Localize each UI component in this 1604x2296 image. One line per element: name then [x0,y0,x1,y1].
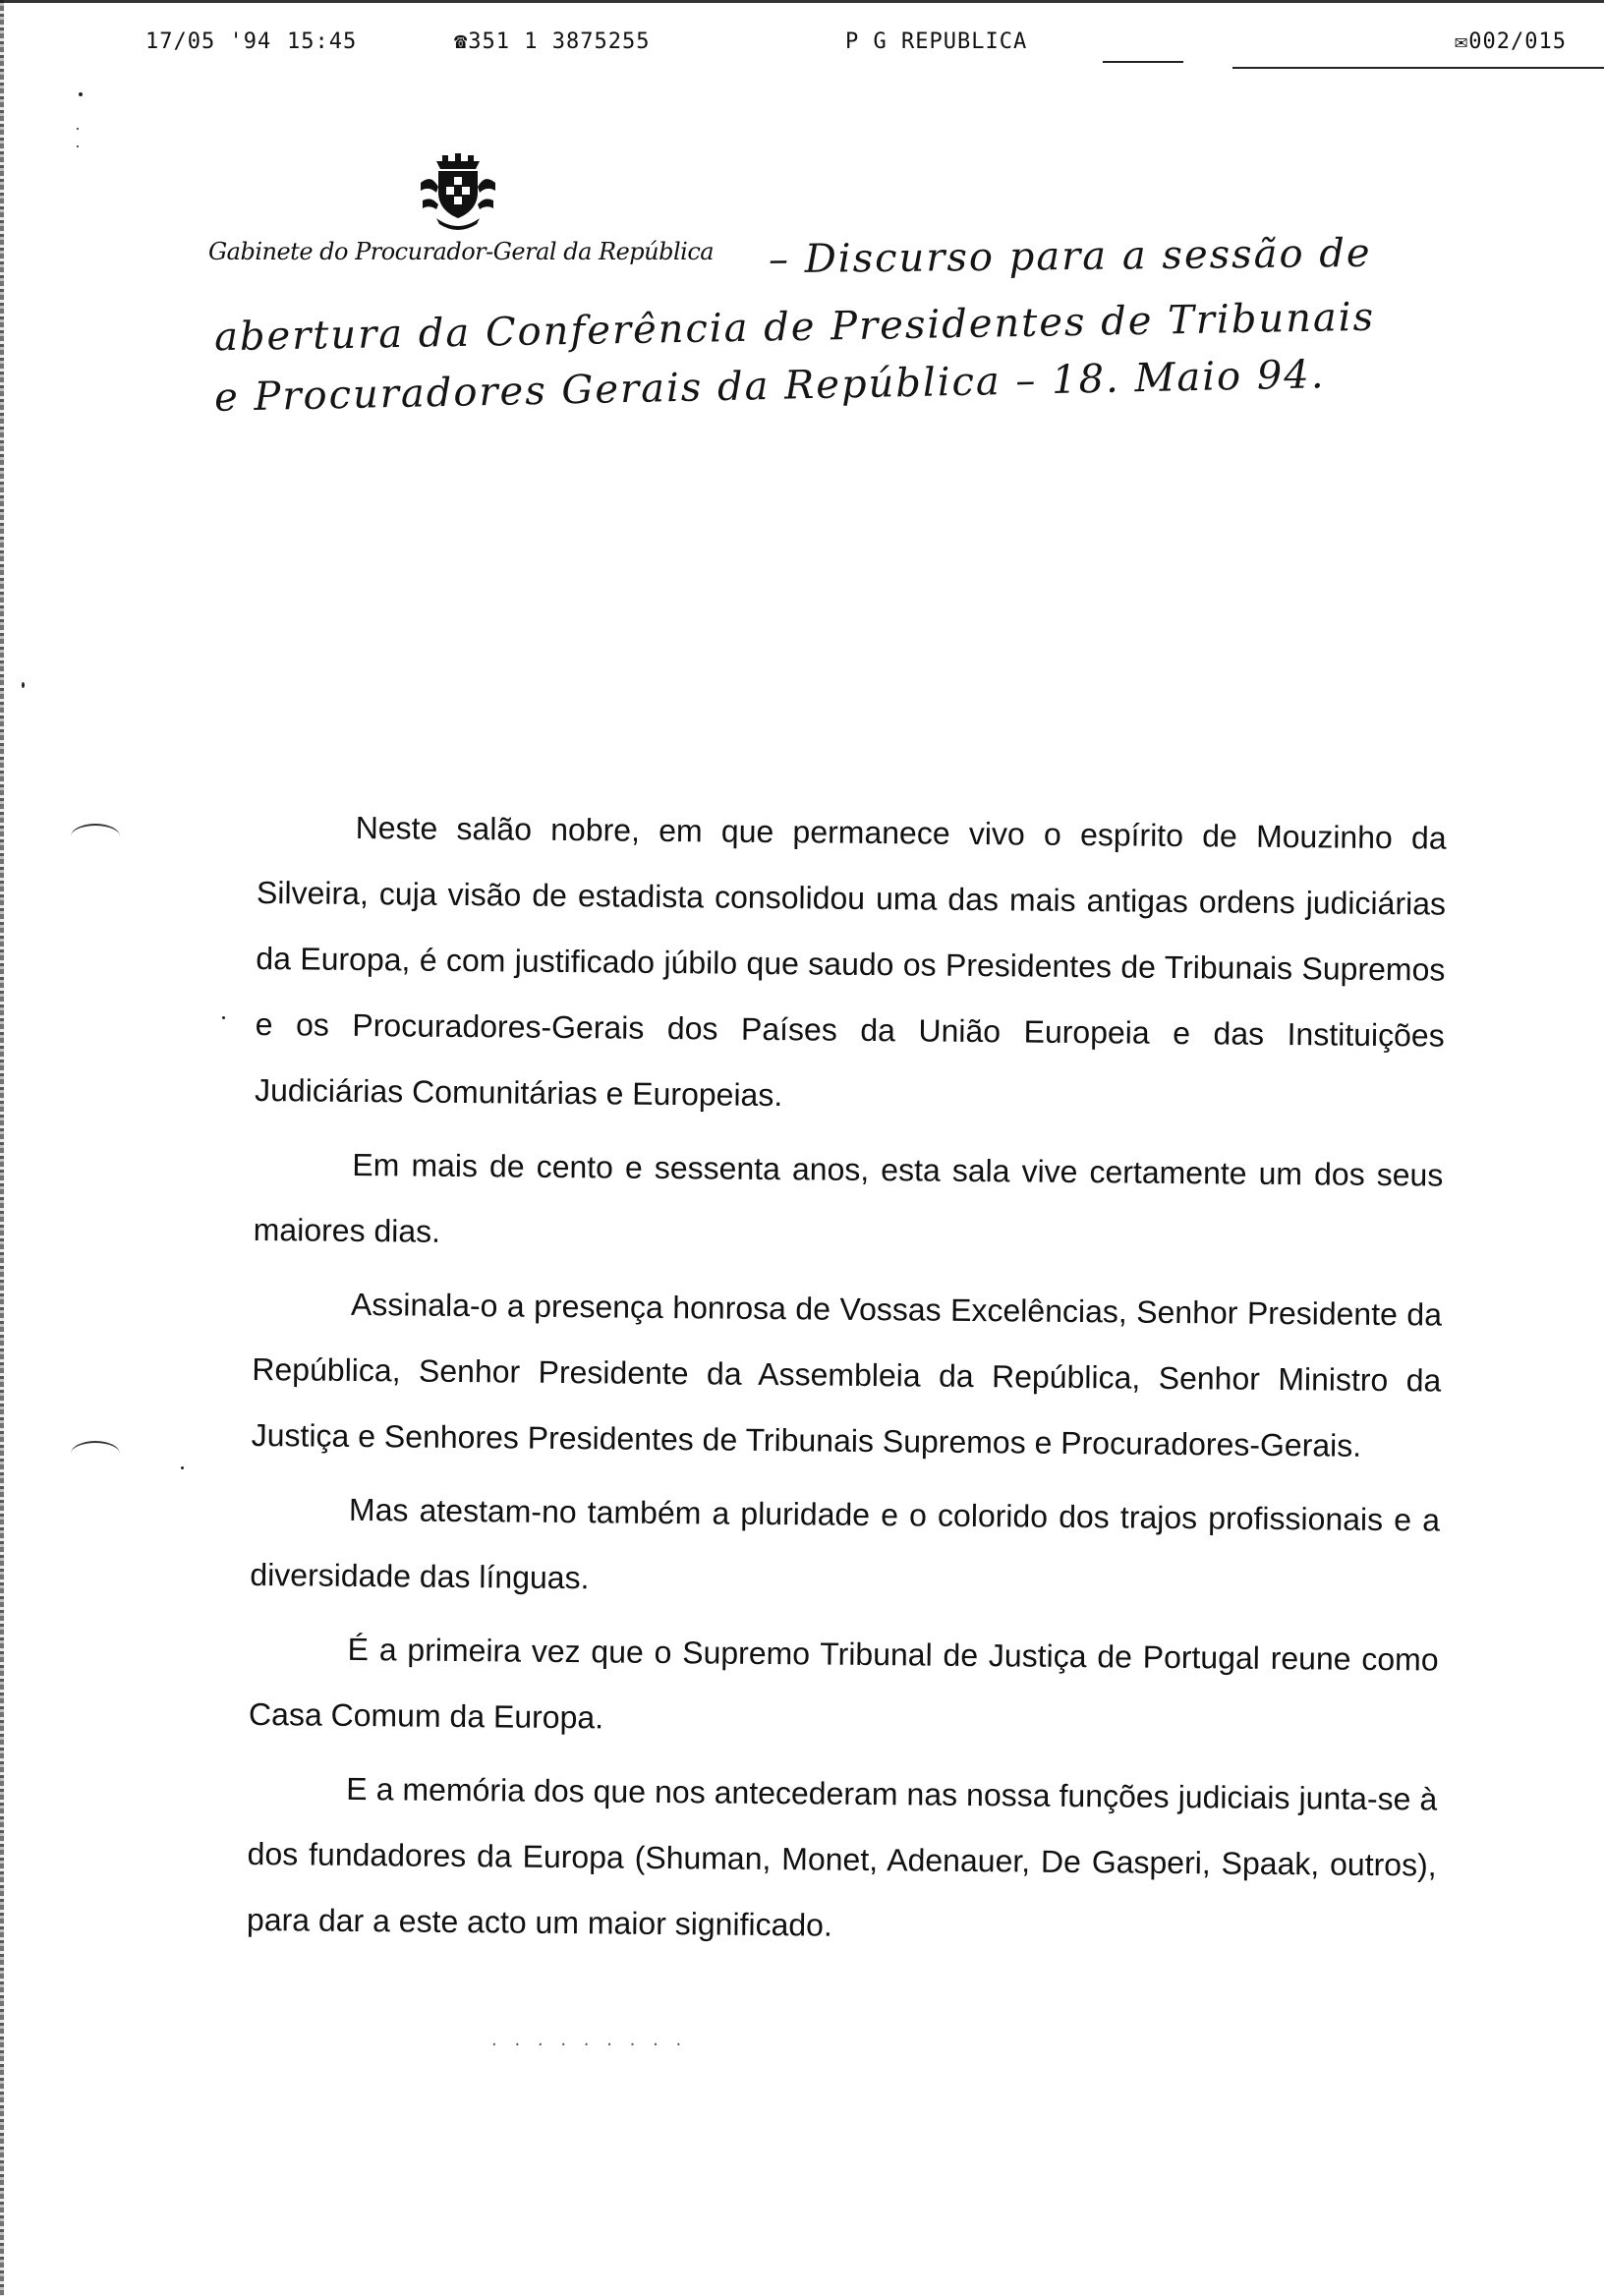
fax-header [0,29,1604,63]
scan-speck [79,92,83,96]
paragraph: É a primeira vez que o Supremo Tribunal de Justiça de Portugal reune como Casa Comum da Europa. [248,1631,1439,1736]
fax-page-number: ✉002/015 [1455,29,1567,54]
letterhead-title: Gabinete do Procurador-Geral da República [208,238,715,265]
scan-speck [77,145,79,147]
fax-sender: P G REPUBLICA [845,29,1028,54]
paragraph: Em mais de cento e sessenta anos, esta sala vive certamente um dos seus maiores dias. [253,1146,1444,1249]
fax-phone-number: 351 1 3875255 [468,29,651,54]
fax-time: 15:45 [287,29,358,54]
top-border [0,0,1604,3]
paragraph: Mas atestam-no também a pluridade e o colorido dos trajos profissionais e a diversidade das línguas. [250,1491,1441,1596]
speech-body [247,794,1447,1973]
scan-speck [22,682,25,688]
scan-speck [181,1466,184,1469]
telephone-icon: ☎ [454,29,469,54]
paragraph: Neste salão nobre, em que permanece vivo o espírito de Mouzinho da Silveira, cuja visão de estadista consolidou uma das mais antigas ordens judiciárias da Europa, é com justificado júbilo que saudo os Presidentes de Tribunais Supremos e os Procuradores-Gerais dos Países da União Europeia e das Instituições Judiciárias Comunitárias e Europeias. [254,809,1447,1114]
margin-mark [71,824,120,849]
scan-edge [0,0,4,2296]
margin-mark [71,1441,120,1466]
scan-speck [77,128,79,130]
handwritten-note-line-3: e Procuradores Gerais da República – 18. Maio 94. [213,352,1326,421]
header-rule-1 [1103,61,1183,63]
paragraph: Assinala-o a presença honrosa de Vossas Excelências, Senhor Presidente da República, Senhor Presidente da Assembleia da República, Senhor Ministro da Justiça e Senhores Presidentes de Tribunais Supremos e Procuradores-Gerais. [251,1286,1443,1464]
fax-date: 17/05 '94 [145,29,272,54]
handwritten-note-line-2: abertura da Conferência de Presidentes de Tribunais [213,294,1376,361]
handwritten-note-line-1: – Discurso para a sessão de [768,230,1372,283]
paragraph: E a memória dos que nos antecederam nas nossa funções judiciais junta-se à dos fundadores da Europa (Shuman, Monet, Adenauer, De Gasperi, Spaak, outros), para dar a este acto um maior significado. [246,1770,1438,1943]
header-rule-2 [1232,67,1604,69]
scan-speck [222,1016,225,1019]
coat-of-arms-emblem [417,153,499,232]
fax-phone [454,29,650,54]
scan-noise: · · · · · · · · · [491,2035,688,2055]
